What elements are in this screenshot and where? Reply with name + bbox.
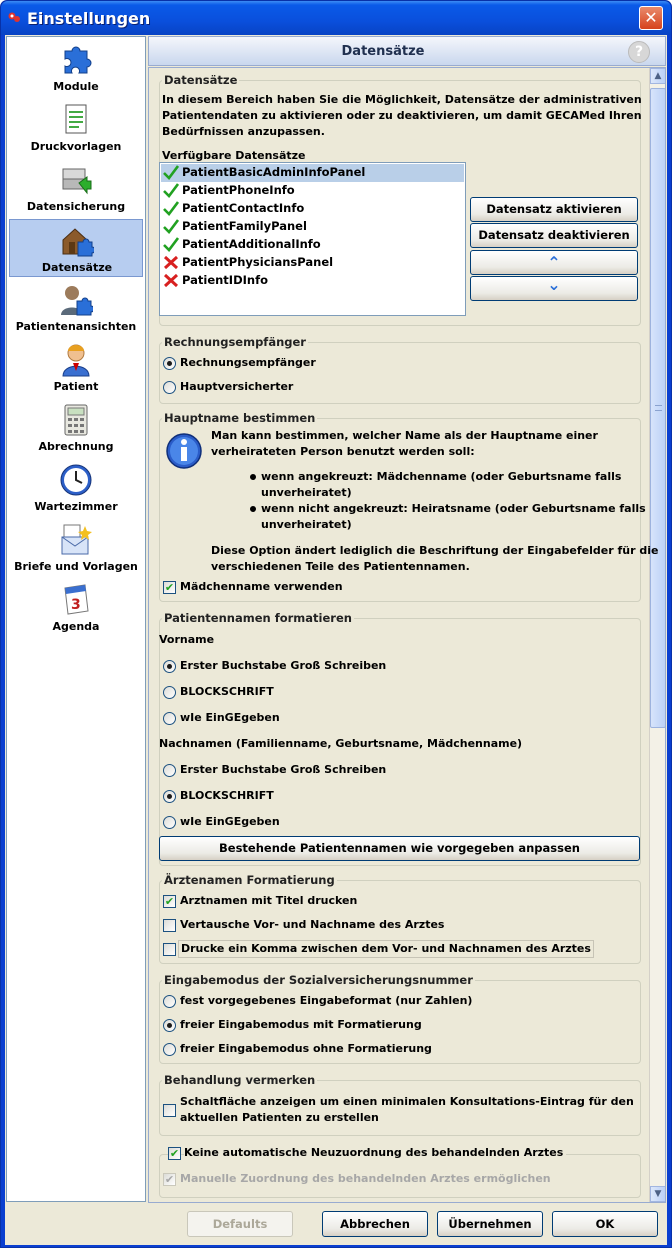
checkbox-label: Keine automatische Neuzuordnung des behandelnden Arztes [184, 1145, 566, 1161]
sidebar-item-datensaetze[interactable] [9, 219, 143, 277]
checkbox-label: Vertausche Vor- und Nachname des Arztes [180, 918, 445, 931]
ssn-free-unformatted-radio[interactable] [163, 1043, 176, 1056]
list-item[interactable]: PatientPhysiciansPanel [161, 254, 464, 272]
move-down-button[interactable] [470, 276, 638, 301]
panel-title: Datensätze [341, 44, 425, 59]
calculator-icon [59, 403, 93, 437]
vorname-as-entered-radio[interactable] [163, 712, 176, 725]
bullet-icon [250, 474, 256, 480]
maedchenname-checkbox[interactable]: ✔ [164, 581, 175, 594]
rechnungsempfaenger-radio[interactable] [163, 357, 176, 370]
settings-scroll-pane[interactable] [148, 67, 666, 1203]
check-icon [163, 165, 179, 180]
sidebar-item-druckvorlagen[interactable] [9, 99, 143, 157]
panel-header [148, 36, 666, 66]
swap-names-checkbox[interactable] [163, 919, 176, 932]
clock-icon [59, 463, 93, 497]
manual-assignment-checkbox: ✔ [164, 1173, 175, 1186]
info-text: unverheiratet) [261, 486, 352, 499]
check-icon [163, 219, 179, 234]
checkbox-label: aktuellen Patienten zu erstellen [180, 1111, 379, 1124]
info-icon [165, 432, 203, 470]
doctor-title-checkbox[interactable]: ✔ [164, 895, 175, 908]
puzzle-icon [59, 43, 93, 77]
group-title: Patientennamen formatieren [164, 611, 352, 625]
consultation-button-checkbox[interactable] [163, 1104, 176, 1117]
group-title: Eingabemodus der Sozialversicherungsnummer [164, 973, 473, 987]
nachname-label: Nachnamen (Familienname, Geburtsname, Mädchenname) [159, 737, 523, 750]
radio-label: freier Eingabemodus ohne Formatierung [180, 1042, 432, 1055]
sidebar-item-label: Wartezimmer [34, 500, 118, 513]
group-title: Behandlung vermerken [164, 1073, 316, 1087]
sidebar-item-label: Patient [53, 380, 99, 393]
sidebar [6, 36, 146, 1202]
list-item[interactable]: PatientBasicAdminInfoPanel [161, 164, 464, 182]
sidebar-item-label: Druckvorlagen [30, 140, 122, 153]
list-item[interactable]: PatientIDInfo [161, 272, 464, 290]
info-text: Man kann bestimmen, welcher Name als der Hauptname einer [211, 429, 598, 442]
radio-label: Erster Buchstabe Groß Schreiben [180, 659, 387, 672]
radio-label: wIe EinGEgeben [180, 711, 280, 724]
records-list[interactable] [159, 162, 466, 316]
info-text: unverheiratet) [261, 518, 352, 531]
move-up-button[interactable] [470, 250, 638, 275]
radio-label: BLOCKSCHRIFT [180, 685, 274, 698]
radio-label: wIe EinGEgeben [180, 815, 280, 828]
sidebar-item-label: Agenda [52, 620, 100, 633]
ok-button[interactable]: OK [552, 1211, 658, 1237]
window-title: Einstellungen [27, 9, 151, 28]
sidebar-item-abrechnung[interactable] [9, 399, 143, 457]
checkbox-label: Manuelle Zuordnung des behandelnden Arztes ermöglichen [180, 1172, 551, 1185]
radio-label: Hauptversicherter [180, 380, 294, 393]
check-icon [163, 201, 179, 216]
sidebar-item-agenda[interactable] [9, 579, 143, 637]
sidebar-item-label: Datensicherung [26, 200, 126, 213]
description-line: Patientendaten zu aktivieren oder zu deaktivieren, um damit GECAMed Ihren [162, 109, 642, 122]
vertical-scrollbar[interactable] [649, 68, 665, 1202]
group-title: Hauptname bestimmen [164, 411, 316, 425]
comma-checkbox[interactable] [163, 943, 176, 956]
scroll-down-icon[interactable]: ▼ [650, 1186, 666, 1202]
check-icon [163, 183, 179, 198]
house-puzzle-icon [60, 224, 94, 258]
radio-label: Erster Buchstabe Groß Schreiben [180, 763, 387, 776]
info-text: wenn nicht angekreuzt: Heiratsname (oder Geburtsname falls [261, 502, 646, 515]
document-icon [59, 103, 93, 137]
bullet-icon [250, 506, 256, 512]
available-records-label: Verfügbare Datensätze [162, 149, 306, 162]
checkbox-label: Arztnamen mit Titel drucken [180, 894, 358, 907]
info-text: verheirateten Person benutzt werden soll: [211, 445, 475, 458]
group-title: Rechnungsempfänger [164, 335, 306, 349]
nachname-uppercase-radio[interactable] [163, 790, 176, 803]
list-item[interactable]: PatientPhoneInfo [161, 182, 464, 200]
sidebar-item-label: Datensätze [41, 261, 113, 274]
cross-icon [163, 255, 179, 270]
sidebar-item-module[interactable] [9, 39, 143, 97]
info-text: wenn angekreuzt: Mädchenname (oder Geburtsname falls [261, 470, 622, 483]
deactivate-button[interactable]: Datensatz deaktivieren [470, 223, 638, 248]
list-item[interactable]: PatientFamilyPanel [161, 218, 464, 236]
cross-icon [163, 273, 179, 288]
radio-label: Rechnungsempfänger [180, 356, 316, 369]
list-item[interactable]: PatientAdditionalInfo [161, 236, 464, 254]
apply-button[interactable]: Übernehmen [437, 1211, 543, 1237]
window-content [5, 35, 667, 1245]
sidebar-item-patientenansichten[interactable] [9, 279, 143, 337]
close-button[interactable]: ✕ [639, 6, 663, 30]
vorname-label: Vorname [159, 633, 215, 646]
sidebar-item-briefe-und-vorlagen[interactable] [9, 519, 143, 577]
scroll-up-icon[interactable]: ▲ [650, 68, 666, 84]
envelope-icon [59, 523, 93, 557]
apply-name-format-button[interactable]: Bestehende Patientennamen wie vorgegeben anpassen [159, 836, 640, 861]
description-line: In diesem Bereich haben Sie die Möglichkeit, Datensätze der administrativen [162, 93, 642, 106]
title-bar[interactable] [1, 1, 671, 35]
nachname-capitalize-radio[interactable] [163, 764, 176, 777]
sidebar-item-label: Abrechnung [38, 440, 114, 453]
svg-text:3: 3 [71, 597, 81, 613]
sidebar-item-label: Briefe und Vorlagen [14, 560, 138, 573]
calendar-icon [59, 583, 93, 617]
sidebar-item-datensicherung[interactable] [9, 159, 143, 217]
radio-label: fest vorgegebenes Eingabeformat (nur Zahlen) [180, 994, 473, 1007]
radio-label: BLOCKSCHRIFT [180, 789, 274, 802]
help-icon[interactable]: ? [628, 41, 650, 63]
list-item[interactable]: PatientContactInfo [161, 200, 464, 218]
check-icon [163, 237, 179, 252]
description-line: Bedürfnissen anzupassen. [162, 125, 325, 138]
group-title: Ärztenamen Formatierung [164, 873, 335, 887]
ssn-fixed-format-radio[interactable] [163, 995, 176, 1008]
person-puzzle-icon [59, 283, 93, 317]
nachname-as-entered-radio[interactable] [163, 816, 176, 829]
defaults-button: Defaults [187, 1211, 293, 1237]
vorname-uppercase-radio[interactable] [163, 686, 176, 699]
sidebar-item-patient[interactable] [9, 339, 143, 397]
sidebar-item-label: Module [53, 80, 99, 93]
ssn-free-formatted-radio[interactable] [163, 1019, 176, 1032]
sidebar-item-label: Patientenansichten [15, 320, 137, 333]
info-text: verschiedenen Teile des Patientennamen. [211, 560, 470, 573]
group-title: Datensätze [164, 73, 238, 87]
chevron-down-icon: ⌄ [547, 275, 561, 294]
info-text: Diese Option ändert lediglich die Beschriftung der Eingabefelder für die [211, 544, 659, 557]
chevron-up-icon: ⌃ [547, 253, 561, 272]
sidebar-item-wartezimmer[interactable] [9, 459, 143, 517]
checkbox-label: Schaltfläche anzeigen um einen minimalen Konsultations-Eintrag für den [180, 1095, 634, 1108]
hauptversicherter-radio[interactable] [163, 381, 176, 394]
checkbox-label: Mädchenname verwenden [180, 580, 343, 593]
patient-icon [59, 343, 93, 377]
radio-label: freier Eingabemodus mit Formatierung [180, 1018, 422, 1031]
scrollbar-thumb[interactable] [650, 88, 666, 728]
checkbox-label: Drucke ein Komma zwischen dem Vor- und Nachnamen des Arztes [178, 940, 594, 958]
vorname-capitalize-radio[interactable] [163, 660, 176, 673]
app-icon [6, 10, 22, 26]
activate-button[interactable]: Datensatz aktivieren [470, 197, 638, 222]
backup-drive-icon [59, 163, 93, 197]
cancel-button[interactable]: Abbrechen [322, 1211, 428, 1237]
no-auto-reassign-checkbox[interactable]: ✔ [169, 1147, 180, 1160]
